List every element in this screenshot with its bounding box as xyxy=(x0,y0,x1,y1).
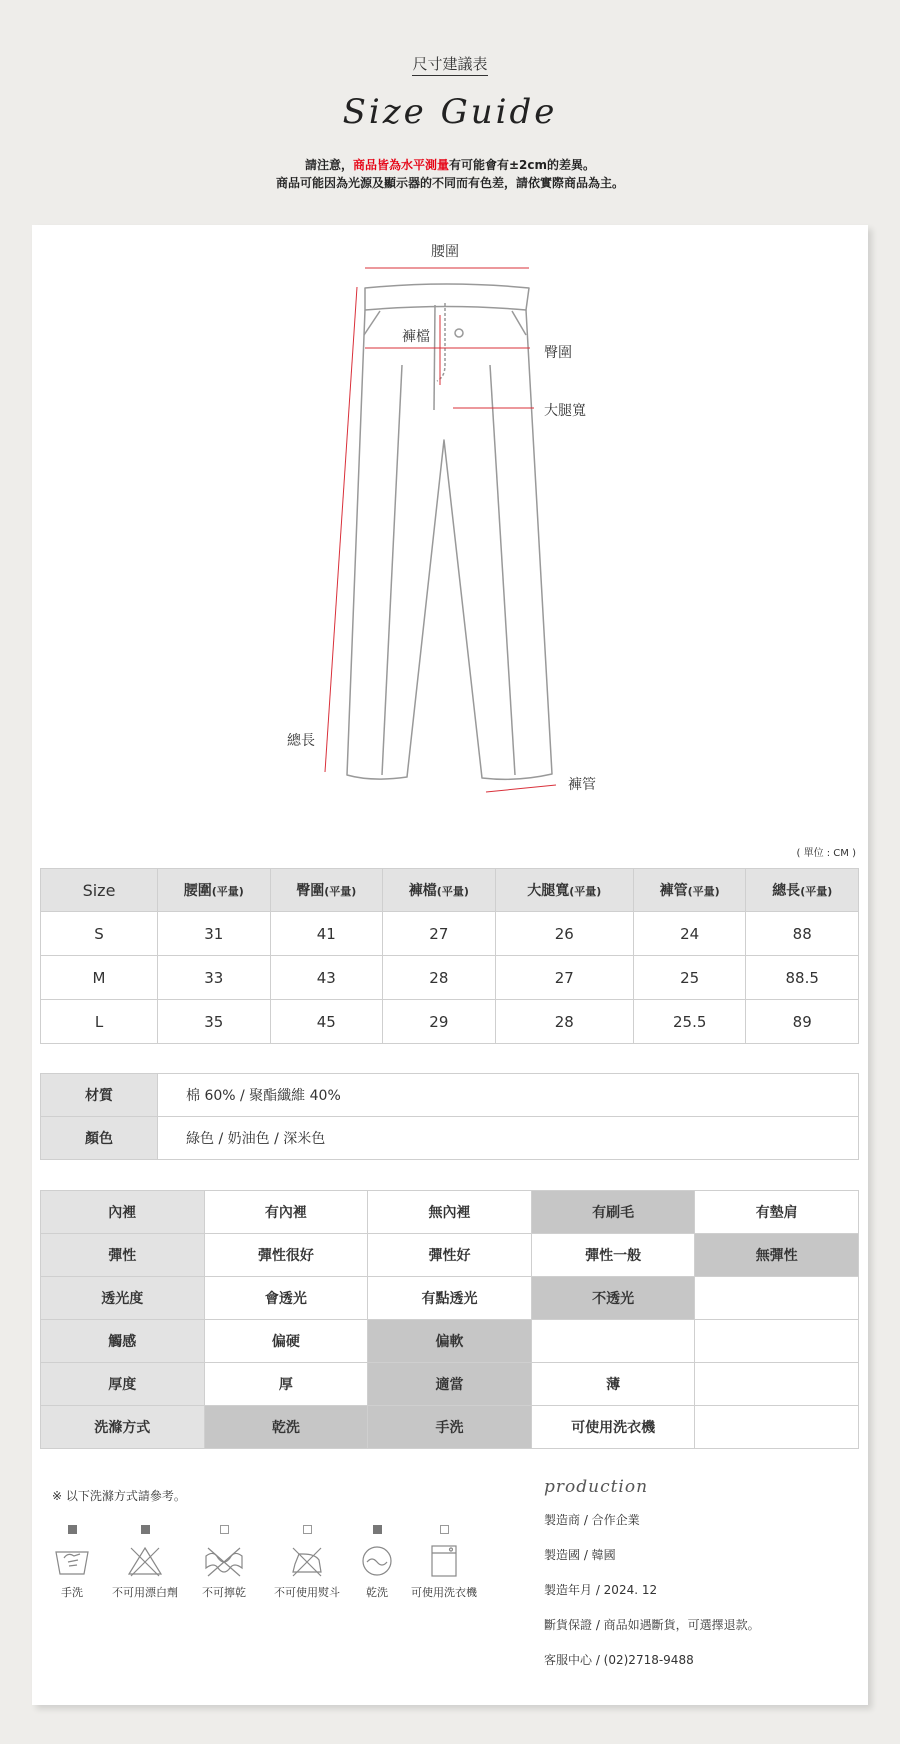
wash-item xyxy=(52,1525,92,1600)
table-cell: S xyxy=(41,912,158,956)
material-value: 棉 60% / 聚酯纖維 40% xyxy=(158,1074,859,1117)
label-length: 總長 xyxy=(287,733,315,749)
feature-option: 有墊肩 xyxy=(695,1191,859,1234)
table-cell: 28 xyxy=(495,1000,633,1044)
color-value: 綠色 / 奶油色 / 深米色 xyxy=(158,1117,859,1160)
unit-label: ( 單位 : CM ) xyxy=(796,848,856,859)
label-hem: 褲管 xyxy=(568,777,596,793)
feature-option: 有刷毛 xyxy=(531,1191,695,1234)
feature-option: 無內裡 xyxy=(368,1191,532,1234)
size-table-header xyxy=(41,869,859,912)
table-cell: 24 xyxy=(633,912,746,956)
features-table xyxy=(40,1190,859,1449)
feature-label: 洗滌方式 xyxy=(41,1406,205,1449)
table-cell: 27 xyxy=(383,912,496,956)
feature-label: 透光度 xyxy=(41,1277,205,1320)
feature-option xyxy=(695,1320,859,1363)
production-line: 製造商 / 合作企業 xyxy=(544,1513,640,1527)
feature-option: 彈性很好 xyxy=(204,1234,368,1277)
hand-wash-icon xyxy=(54,1544,90,1578)
size-guide-card xyxy=(32,225,868,1705)
features-body xyxy=(41,1191,859,1449)
wash-item xyxy=(267,1525,347,1600)
no-iron-icon xyxy=(289,1544,325,1578)
table-row xyxy=(41,1363,859,1406)
feature-option: 不透光 xyxy=(531,1277,695,1320)
table-cell: 43 xyxy=(270,956,383,1000)
size-header-cell: 臀圍(平量) xyxy=(270,869,383,912)
table-row xyxy=(41,912,859,956)
wash-item xyxy=(199,1525,249,1600)
wash-checkbox xyxy=(373,1525,382,1534)
feature-option: 會透光 xyxy=(204,1277,368,1320)
label-hip: 臀圍 xyxy=(544,345,572,361)
table-cell: M xyxy=(41,956,158,1000)
table-cell: L xyxy=(41,1000,158,1044)
feature-option: 無彈性 xyxy=(695,1234,859,1277)
page-title: Size Guide xyxy=(342,92,558,132)
table-row xyxy=(41,1320,859,1363)
notice xyxy=(0,156,900,192)
production-line: 客服中心 / (02)2718-9488 xyxy=(544,1653,694,1667)
wash-note: ※ 以下洗滌方式請參考。 xyxy=(52,1489,186,1503)
feature-option xyxy=(695,1406,859,1449)
feature-label: 觸感 xyxy=(41,1320,205,1363)
pants-illustration xyxy=(32,225,868,825)
feature-option xyxy=(695,1363,859,1406)
washing-machine-icon xyxy=(426,1544,462,1578)
table-row xyxy=(41,1234,859,1277)
feature-option: 彈性一般 xyxy=(531,1234,695,1277)
wash-checkbox xyxy=(220,1525,229,1534)
table-cell: 26 xyxy=(495,912,633,956)
feature-option: 手洗 xyxy=(368,1406,532,1449)
size-header-cell: 褲檔(平量) xyxy=(383,869,496,912)
table-row xyxy=(41,1000,859,1044)
table-cell: 35 xyxy=(158,1000,271,1044)
label-rise: 褲檔 xyxy=(402,329,430,345)
feature-option: 偏硬 xyxy=(204,1320,368,1363)
feature-label: 彈性 xyxy=(41,1234,205,1277)
color-label: 顏色 xyxy=(41,1117,158,1160)
table-cell: 27 xyxy=(495,956,633,1000)
feature-option: 厚 xyxy=(204,1363,368,1406)
table-cell: 25.5 xyxy=(633,1000,746,1044)
production-line: 製造年月 / 2024. 12 xyxy=(544,1583,658,1597)
table-cell: 25 xyxy=(633,956,746,1000)
no-wring-icon xyxy=(204,1544,244,1578)
table-cell: 89 xyxy=(746,1000,859,1044)
table-row xyxy=(41,1074,859,1117)
label-thigh: 大腿寬 xyxy=(544,403,586,419)
wash-label: 乾洗 xyxy=(366,1586,388,1599)
dry-clean-icon xyxy=(359,1544,395,1578)
wash-checkbox xyxy=(303,1525,312,1534)
production-title: production xyxy=(544,1477,649,1497)
wash-label: 手洗 xyxy=(61,1586,83,1599)
wash-checkbox xyxy=(141,1525,150,1534)
feature-label: 厚度 xyxy=(41,1363,205,1406)
feature-option xyxy=(695,1277,859,1320)
feature-option: 彈性好 xyxy=(368,1234,532,1277)
material-table xyxy=(40,1073,859,1160)
label-waist: 腰圍 xyxy=(431,244,459,260)
feature-option: 可使用洗衣機 xyxy=(531,1406,695,1449)
notice-highlight: 商品皆為水平測量 xyxy=(352,158,449,172)
table-row xyxy=(41,1117,859,1160)
feature-option: 有點透光 xyxy=(368,1277,532,1320)
table-cell: 41 xyxy=(270,912,383,956)
production-line: 製造國 / 韓國 xyxy=(544,1548,616,1562)
size-table xyxy=(40,868,859,1044)
page-subtitle: 尺寸建議表 xyxy=(0,53,900,74)
wash-label: 不可用漂白劑 xyxy=(112,1586,178,1599)
table-cell: 88.5 xyxy=(746,956,859,1000)
feature-label: 內裡 xyxy=(41,1191,205,1234)
wash-checkbox xyxy=(68,1525,77,1534)
table-row xyxy=(41,1277,859,1320)
size-header-cell: Size xyxy=(41,869,158,912)
table-cell: 28 xyxy=(383,956,496,1000)
size-header-cell: 褲管(平量) xyxy=(633,869,746,912)
wash-icons xyxy=(47,1525,477,1625)
notice-line-1: 請注意，商品皆為水平測量有可能會有±2cm的差異。 xyxy=(304,158,596,172)
size-header-cell: 腰圍(平量) xyxy=(158,869,271,912)
table-row xyxy=(41,956,859,1000)
wash-item xyxy=(110,1525,180,1600)
wash-item xyxy=(409,1525,479,1600)
table-cell: 88 xyxy=(746,912,859,956)
table-row xyxy=(41,1191,859,1234)
pants-diagram xyxy=(32,225,868,825)
size-header-cell: 大腿寬(平量) xyxy=(495,869,633,912)
wash-label: 可使用洗衣機 xyxy=(411,1586,477,1599)
material-label: 材質 xyxy=(41,1074,158,1117)
feature-option: 偏軟 xyxy=(368,1320,532,1363)
wash-checkbox xyxy=(440,1525,449,1534)
size-header-cell: 總長(平量) xyxy=(746,869,859,912)
production-info xyxy=(544,1477,864,1684)
table-cell: 33 xyxy=(158,956,271,1000)
wash-label: 不可使用熨斗 xyxy=(274,1586,340,1599)
table-row xyxy=(41,1406,859,1449)
no-bleach-icon xyxy=(127,1544,163,1578)
feature-option: 有內裡 xyxy=(204,1191,368,1234)
wash-item xyxy=(357,1525,397,1600)
table-cell: 29 xyxy=(383,1000,496,1044)
feature-option xyxy=(531,1320,695,1363)
feature-option: 適當 xyxy=(368,1363,532,1406)
table-cell: 31 xyxy=(158,912,271,956)
feature-option: 薄 xyxy=(531,1363,695,1406)
feature-option: 乾洗 xyxy=(204,1406,368,1449)
wash-label: 不可擰乾 xyxy=(202,1586,246,1599)
table-cell: 45 xyxy=(270,1000,383,1044)
notice-line-2: 商品可能因為光源及顯示器的不同而有色差，請依實際商品為主。 xyxy=(275,176,624,190)
production-line: 斷貨保證 / 商品如遇斷貨，可選擇退款。 xyxy=(544,1618,760,1632)
